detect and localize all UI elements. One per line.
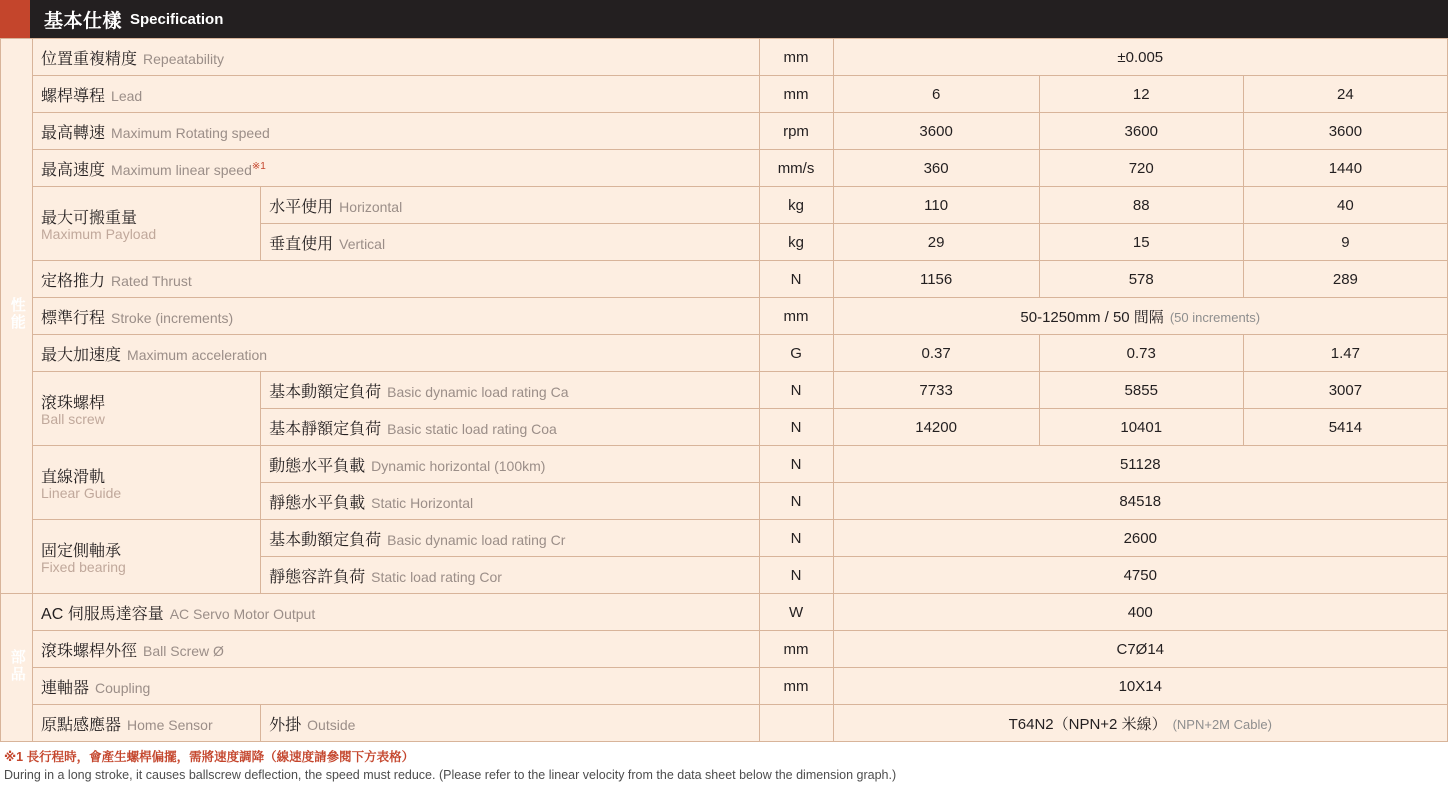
row-unit: mm xyxy=(759,631,833,668)
row-value: 50-1250mm / 50 間隔 (50 increments) xyxy=(833,298,1447,335)
row-unit: N xyxy=(759,483,833,520)
specification-table xyxy=(0,38,1448,742)
row-sublabel: 靜態水平負載 Static Horizontal xyxy=(261,483,759,520)
row-label: 定格推力 Rated Thrust xyxy=(33,261,759,298)
row-value: 51128 xyxy=(833,446,1447,483)
row-value: 12 xyxy=(1039,76,1243,113)
table-row xyxy=(1,298,1448,335)
table-row xyxy=(1,76,1448,113)
row-label-group: 固定側軸承 Fixed bearing xyxy=(33,520,261,594)
row-value: 10X14 xyxy=(833,668,1447,705)
row-value: 5414 xyxy=(1243,409,1447,446)
page-title-en: Specification xyxy=(130,10,224,28)
row-value: C7Ø14 xyxy=(833,631,1447,668)
table-row xyxy=(1,39,1448,76)
row-label: 連軸器 Coupling xyxy=(33,668,759,705)
table-row xyxy=(1,520,1448,557)
row-value: 3600 xyxy=(833,113,1039,150)
row-label: 最大加速度 Maximum acceleration xyxy=(33,335,759,372)
row-unit: N xyxy=(759,557,833,594)
row-value: 10401 xyxy=(1039,409,1243,446)
row-sublabel: 水平使用 Horizontal xyxy=(261,187,759,224)
row-value: 15 xyxy=(1039,224,1243,261)
row-label-group: 滾珠螺桿 Ball screw xyxy=(33,372,261,446)
row-value: 9 xyxy=(1243,224,1447,261)
row-value: 7733 xyxy=(833,372,1039,409)
row-value: 6 xyxy=(833,76,1039,113)
row-label: AC 伺服馬達容量 AC Servo Motor Output xyxy=(33,594,759,631)
row-value: 110 xyxy=(833,187,1039,224)
row-label-group: 直線滑軌 Linear Guide xyxy=(33,446,261,520)
row-unit: N xyxy=(759,409,833,446)
row-value: 4750 xyxy=(833,557,1447,594)
row-value: 0.37 xyxy=(833,335,1039,372)
row-value: 84518 xyxy=(833,483,1447,520)
row-unit: mm/s xyxy=(759,150,833,187)
row-label: 最高速度 Maximum linear speed$^{※1}$ xyxy=(33,150,759,187)
row-value: 289 xyxy=(1243,261,1447,298)
category-performance: 性能 xyxy=(1,39,33,594)
footnote-line-cn: ※1 長行程時，會產生螺桿偏擺，需將速度調降（線速度請參閱下方表格） xyxy=(4,750,415,764)
row-value: 1.47 xyxy=(1243,335,1447,372)
page-title-cn: 基本仕樣 xyxy=(44,10,123,32)
row-sublabel: 外掛 Outside xyxy=(261,705,759,742)
row-sublabel: 基本動額定負荷 Basic dynamic load rating Cr xyxy=(261,520,759,557)
table-row xyxy=(1,446,1448,483)
row-unit: mm xyxy=(759,668,833,705)
row-unit: N xyxy=(759,372,833,409)
row-value: 400 xyxy=(833,594,1447,631)
row-label-group: 最大可搬重量 Maximum Payload xyxy=(33,187,261,261)
row-value: 578 xyxy=(1039,261,1243,298)
table-row xyxy=(1,113,1448,150)
table-row xyxy=(1,631,1448,668)
row-sublabel: 靜態容許負荷 Static load rating Cor xyxy=(261,557,759,594)
row-unit: mm xyxy=(759,298,833,335)
row-value: 40 xyxy=(1243,187,1447,224)
row-value: 14200 xyxy=(833,409,1039,446)
row-unit: kg xyxy=(759,187,833,224)
table-row xyxy=(1,261,1448,298)
row-value: 88 xyxy=(1039,187,1243,224)
row-unit: mm xyxy=(759,76,833,113)
footnote-line-en: During in a long stroke, it causes ballscrew deflection, the speed must reduce. (Please refer to the linear velocity from the data sheet below the dimension graph.) xyxy=(4,768,897,783)
row-label: 位置重複精度 Repeatability xyxy=(33,39,759,76)
row-unit: N xyxy=(759,446,833,483)
row-value: 0.73 xyxy=(1039,335,1243,372)
row-value: 1156 xyxy=(833,261,1039,298)
row-value: 360 xyxy=(833,150,1039,187)
row-label: 滾珠螺桿外徑 Ball Screw Ø xyxy=(33,631,759,668)
page-header xyxy=(0,0,1448,38)
row-unit xyxy=(759,705,833,742)
row-unit: W xyxy=(759,594,833,631)
table-row xyxy=(1,187,1448,224)
row-value: ±0.005 xyxy=(833,39,1447,76)
row-value: 24 xyxy=(1243,76,1447,113)
row-sublabel: 基本動額定負荷 Basic dynamic load rating Ca xyxy=(261,372,759,409)
row-unit: rpm xyxy=(759,113,833,150)
header-accent-block xyxy=(0,0,30,38)
row-unit: N xyxy=(759,520,833,557)
row-value: 29 xyxy=(833,224,1039,261)
row-unit: kg xyxy=(759,224,833,261)
row-value: 2600 xyxy=(833,520,1447,557)
row-value: 3600 xyxy=(1039,113,1243,150)
row-sublabel: 動態水平負載 Dynamic horizontal (100km) xyxy=(261,446,759,483)
row-value: 720 xyxy=(1039,150,1243,187)
row-sublabel: 基本靜額定負荷 Basic static load rating Coa xyxy=(261,409,759,446)
row-label: 最高轉速 Maximum Rotating speed xyxy=(33,113,759,150)
row-value: 3600 xyxy=(1243,113,1447,150)
row-sublabel: 垂直使用 Vertical xyxy=(261,224,759,261)
row-label: 螺桿導程 Lead xyxy=(33,76,759,113)
table-row xyxy=(1,150,1448,187)
row-label: 標準行程 Stroke (increments) xyxy=(33,298,759,335)
footnote-marker: ※1 xyxy=(251,160,266,172)
row-value: 3007 xyxy=(1243,372,1447,409)
row-unit: G xyxy=(759,335,833,372)
table-row xyxy=(1,372,1448,409)
row-value: T64N2（NPN+2 米線） (NPN+2M Cable) xyxy=(833,705,1447,742)
row-label: 原點感應器 Home Sensor xyxy=(33,705,261,742)
row-unit: N xyxy=(759,261,833,298)
category-parts: 部品 xyxy=(1,594,33,742)
table-row xyxy=(1,594,1448,631)
row-value: 5855 xyxy=(1039,372,1243,409)
table-row xyxy=(1,705,1448,742)
row-value: 1440 xyxy=(1243,150,1447,187)
table-row xyxy=(1,335,1448,372)
row-unit: mm xyxy=(759,39,833,76)
table-row xyxy=(1,668,1448,705)
footnotes xyxy=(0,742,1448,784)
